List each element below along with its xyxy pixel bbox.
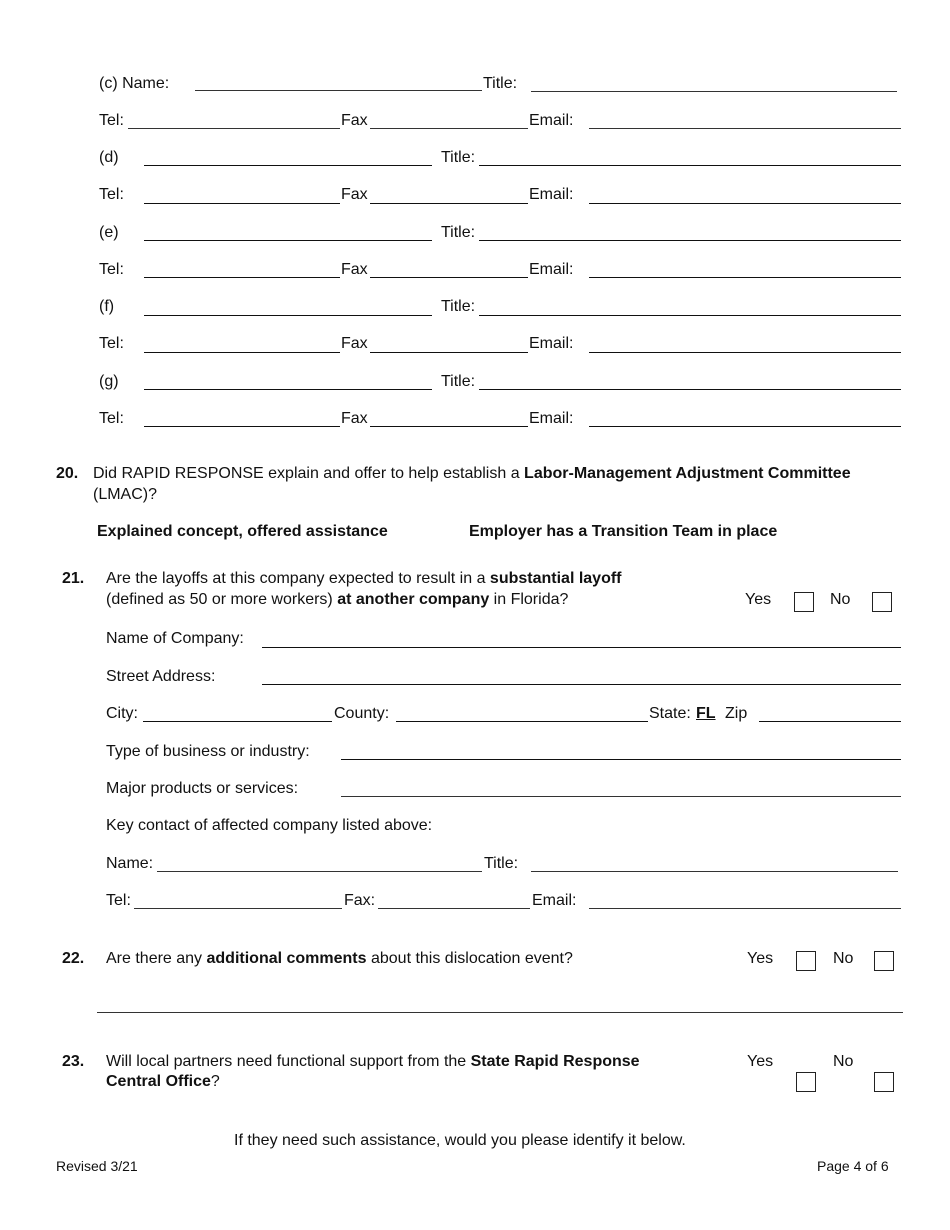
contact-g-fax-label: Fax [341,410,368,427]
contact-e-title-field[interactable] [479,240,901,241]
key-contact-email-label: Email: [532,892,577,909]
question-23-number: 23. [62,1053,85,1070]
contact-e-email-label: Email: [529,261,574,278]
street-address-label: Street Address: [106,668,216,685]
question-21-line2-bold: at another company [337,591,490,608]
contact-g-title-label: Title: [441,373,476,390]
contact-f-name-field[interactable] [144,315,432,316]
question-23-no-checkbox[interactable] [874,1072,894,1092]
key-contact-email-field[interactable] [589,908,901,909]
question-20-option-explained[interactable]: Explained concept, offered assistance [97,523,388,540]
state-value[interactable]: FL [696,705,716,722]
contact-d-email-label: Email: [529,186,574,203]
contact-e-fax-field[interactable] [370,277,528,278]
contact-f-fax-field[interactable] [370,352,528,353]
question-20-number: 20. [56,465,79,482]
question-22-no-checkbox[interactable] [874,951,894,971]
contact-e-fax-label: Fax [341,261,368,278]
contact-e-label: (e) [99,224,119,241]
question-23-line2 [106,1073,220,1091]
state-label: State: [649,705,691,722]
contact-f-tel-label: Tel: [99,335,124,352]
question-22-yes-checkbox[interactable] [796,951,816,971]
question-21-yes-label: Yes [745,591,772,608]
products-field[interactable] [341,796,901,797]
question-21-no-label: No [830,591,851,608]
key-contact-title-field[interactable] [531,871,898,872]
key-contact-name-field[interactable] [157,871,482,872]
contact-c-fax-field[interactable] [370,128,528,129]
question-23-yes-label: Yes [747,1053,774,1070]
question-21-line1-bold: substantial layoff [489,570,622,587]
contact-c-title-label: Title: [483,75,518,92]
contact-f-label: (f) [99,298,115,315]
contact-e-title-label: Title: [441,224,476,241]
contact-f-fax-label: Fax [341,335,368,352]
key-contact-title-label: Title: [484,855,519,872]
footer-revised: Revised 3/21 [56,1158,138,1174]
contact-g-title-field[interactable] [479,389,901,390]
contact-d-fax-label: Fax [341,186,368,203]
question-20-text-pre: Did RAPID RESPONSE explain and offer to help establish a [93,465,525,482]
key-contact-fax-field[interactable] [378,908,530,909]
question-22-text [106,950,573,968]
business-type-label: Type of business or industry: [106,743,310,760]
contact-e-tel-field[interactable] [144,277,340,278]
contact-c-title-field[interactable] [531,91,897,92]
contact-g-tel-label: Tel: [99,410,124,427]
contact-d-fax-field[interactable] [370,203,528,204]
question-21-yes-checkbox[interactable] [794,592,814,612]
question-23-line2-bold: Central Office [106,1073,211,1090]
question-22-text-bold: additional comments [206,950,367,967]
business-type-field[interactable] [341,759,901,760]
company-name-label: Name of Company: [106,630,244,647]
question-20-text-post: (LMAC)? [93,486,158,503]
contact-d-title-field[interactable] [479,165,901,166]
contact-e-tel-label: Tel: [99,261,124,278]
county-label: County: [334,705,390,722]
county-field[interactable] [396,721,648,722]
contact-d-email-field[interactable] [589,203,901,204]
contact-d-title-label: Title: [441,149,476,166]
contact-e-name-field[interactable] [144,240,432,241]
footer-page-number: Page 4 of 6 [817,1158,889,1174]
contact-c-email-label: Email: [529,112,574,129]
zip-label: Zip [725,705,748,722]
city-label: City: [106,705,138,722]
contact-f-tel-field[interactable] [144,352,340,353]
contact-c-fax-label: Fax [341,112,368,129]
question-23-line2-post: ? [210,1073,220,1090]
contact-f-title-field[interactable] [479,315,901,316]
key-contact-fax-label: Fax: [344,892,376,909]
contact-g-fax-field[interactable] [370,426,528,427]
contact-d-tel-field[interactable] [144,203,340,204]
contact-e-email-field[interactable] [589,277,901,278]
contact-c-tel-label: Tel: [99,112,124,129]
key-contact-label: Key contact of affected company listed above: [106,817,433,834]
contact-g-email-field[interactable] [589,426,901,427]
contact-c-tel-field[interactable] [128,128,340,129]
products-label: Major products or services: [106,780,299,797]
question-23-line1 [106,1053,640,1071]
question-23-followup: If they need such assistance, would you please identify it below. [234,1132,686,1149]
comments-field[interactable] [97,1012,903,1013]
question-23-line1-bold: State Rapid Response [470,1053,640,1070]
question-22-text-post: about this dislocation event? [366,950,573,967]
question-20-text [93,465,851,483]
contact-g-tel-field[interactable] [144,426,340,427]
question-20-option-transition-team[interactable]: Employer has a Transition Team in place [469,523,778,540]
contact-g-label: (g) [99,373,119,390]
question-23-no-label: No [833,1053,854,1070]
street-address-field[interactable] [262,684,901,685]
contact-c-name-field[interactable] [195,90,482,91]
zip-field[interactable] [759,721,901,722]
contact-f-email-field[interactable] [589,352,901,353]
contact-c-label: (c) Name: [99,75,170,92]
contact-d-label: (d) [99,149,119,166]
contact-f-email-label: Email: [529,335,574,352]
question-23-line1-pre: Will local partners need functional support from the [106,1053,471,1070]
question-22-no-label: No [833,950,854,967]
contact-d-tel-label: Tel: [99,186,124,203]
question-21-line2-post: in Florida? [489,591,569,608]
question-21-number: 21. [62,570,85,587]
contact-g-name-field[interactable] [144,389,432,390]
question-21-line2-pre: (defined as 50 or more workers) [106,591,338,608]
contact-g-email-label: Email: [529,410,574,427]
question-22-text-pre: Are there any [106,950,207,967]
question-22-yes-label: Yes [747,950,774,967]
contact-f-title-label: Title: [441,298,476,315]
key-contact-name-label: Name: [106,855,154,872]
question-23-yes-checkbox[interactable] [796,1072,816,1092]
question-22-number: 22. [62,950,85,967]
question-21-line2 [106,591,568,609]
key-contact-tel-label: Tel: [106,892,131,909]
contact-d-name-field[interactable] [144,165,432,166]
contact-c-email-field[interactable] [589,128,901,129]
question-21-no-checkbox[interactable] [872,592,892,612]
key-contact-tel-field[interactable] [134,908,342,909]
question-21-line1-pre: Are the layoffs at this company expected to result in a [106,570,490,587]
question-20-text-bold: Labor-Management Adjustment Committee [524,465,851,482]
question-21-line1 [106,570,622,588]
city-field[interactable] [143,721,332,722]
company-name-field[interactable] [262,647,901,648]
